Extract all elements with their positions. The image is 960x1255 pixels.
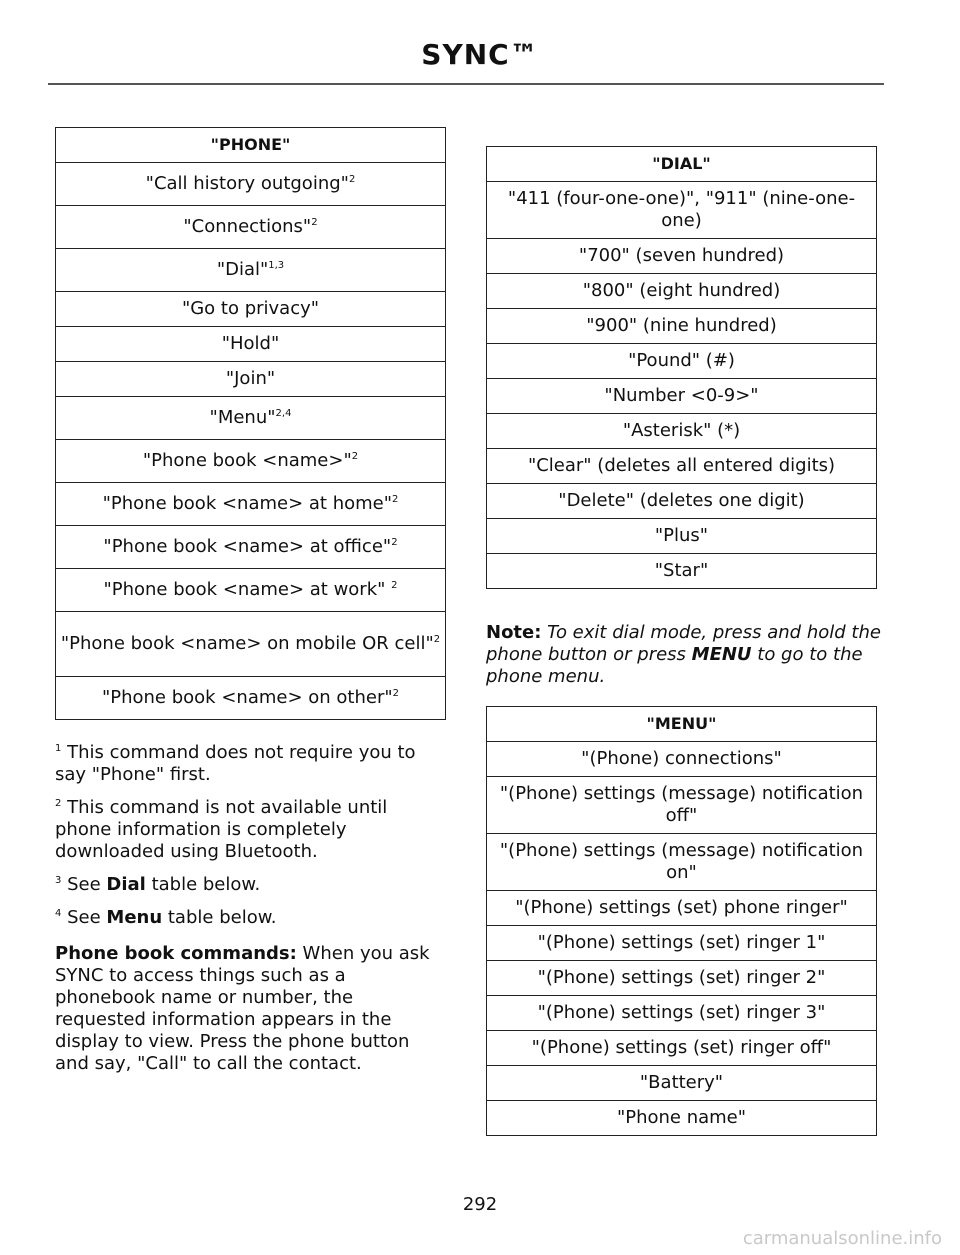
table-row: "700" (seven hundred) bbox=[487, 239, 877, 274]
table-row: "(Phone) settings (set) ringer 1" bbox=[487, 926, 877, 961]
phone-table-heading: "PHONE" bbox=[56, 128, 446, 163]
table-row: "Number <0-9>" bbox=[487, 379, 877, 414]
footnote-4: $^4$ See Menu table below. bbox=[55, 907, 277, 928]
menu-commands-table bbox=[486, 706, 877, 1136]
table-row: "Star" bbox=[487, 554, 877, 589]
table-row: "Phone book <name> on other"$^2$ bbox=[56, 677, 446, 720]
table-row: "Menu"$^{2,4}$ bbox=[56, 397, 446, 440]
table-row: "(Phone) settings (message) notification on" bbox=[487, 834, 877, 891]
table-row: "Phone book <name> at work" $^2$ bbox=[56, 569, 446, 612]
table-row: "411 (four-one-one)", "911" (nine-one-one) bbox=[487, 182, 877, 239]
menu-keyword: MENU bbox=[691, 644, 752, 665]
dial-table-heading: "DIAL" bbox=[487, 147, 877, 182]
table-row: "(Phone) settings (set) ringer off" bbox=[487, 1031, 877, 1066]
table-row: "Join" bbox=[56, 362, 446, 397]
phone-book-label: Phone book commands: bbox=[55, 943, 297, 964]
table-row: "Plus" bbox=[487, 519, 877, 554]
footnote-2: $^2$ This command is not available until phone information is completely downloaded using Bluetooth. bbox=[55, 797, 388, 862]
table-row: "Phone book <name> at office"$^2$ bbox=[56, 526, 446, 569]
table-row: "Phone book <name> on mobile OR cell"$^2$ bbox=[56, 612, 446, 677]
table-row: "Asterisk" (*) bbox=[487, 414, 877, 449]
table-row: "(Phone) settings (set) ringer 3" bbox=[487, 996, 877, 1031]
table-row: "Phone name" bbox=[487, 1101, 877, 1136]
table-row: "Hold" bbox=[56, 327, 446, 362]
table-row: "Delete" (deletes one digit) bbox=[487, 484, 877, 519]
table-row: "Call history outgoing"$^2$ bbox=[56, 163, 446, 206]
table-row: "900" (nine hundred) bbox=[487, 309, 877, 344]
menu-table-heading: "MENU" bbox=[487, 707, 877, 742]
watermark: carmanualsonline.info bbox=[742, 1228, 942, 1249]
table-row: "800" (eight hundred) bbox=[487, 274, 877, 309]
phone-book-paragraph: Phone book commands: When you ask SYNC to access things such as a phonebook name or number, the requested information appears in the display to view. Press the phone button and say, "Call" to call the contact. bbox=[55, 943, 430, 1074]
table-row: "Go to privacy" bbox=[56, 292, 446, 327]
note-label: Note: bbox=[486, 622, 542, 643]
table-row: "(Phone) settings (set) phone ringer" bbox=[487, 891, 877, 926]
dial-ref: Dial bbox=[106, 874, 146, 895]
footnote-1: $^1$ This command does not require you to say "Phone" first. bbox=[55, 742, 416, 785]
menu-ref: Menu bbox=[106, 907, 163, 928]
header-divider bbox=[48, 83, 884, 85]
table-row: "(Phone) connections" bbox=[487, 742, 877, 777]
table-row: "(Phone) settings (set) ringer 2" bbox=[487, 961, 877, 996]
dial-note: Note: To exit dial mode, press and hold the phone button or press MENU to go to the phone menu. bbox=[486, 622, 881, 687]
table-row: "Pound" (#) bbox=[487, 344, 877, 379]
table-row: "Dial"$^{1,3}$ bbox=[56, 249, 446, 292]
phone-commands-table bbox=[55, 127, 446, 720]
table-row: "Connections"$^2$ bbox=[56, 206, 446, 249]
footnotes bbox=[55, 742, 447, 1086]
dial-commands-table bbox=[486, 146, 877, 589]
table-row: "Clear" (deletes all entered digits) bbox=[487, 449, 877, 484]
table-row: "Phone book <name> at home"$^2$ bbox=[56, 483, 446, 526]
table-row: "Battery" bbox=[487, 1066, 877, 1101]
page-title: SYNC™ bbox=[421, 38, 539, 71]
page-number: 292 bbox=[462, 1194, 498, 1215]
footnote-3: $^3$ See Dial table below. bbox=[55, 874, 261, 895]
table-row: "Phone book <name>"$^2$ bbox=[56, 440, 446, 483]
table-row: "(Phone) settings (message) notification off" bbox=[487, 777, 877, 834]
